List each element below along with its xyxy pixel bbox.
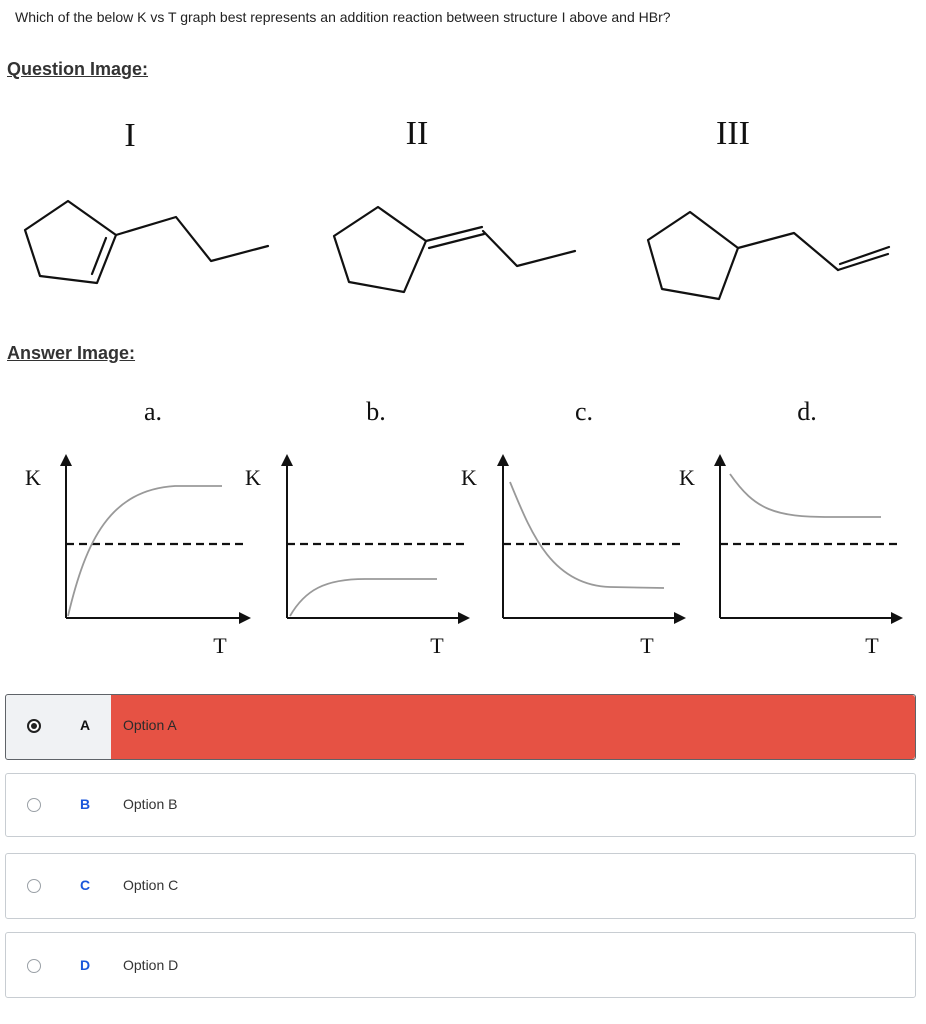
structure-ii	[334, 207, 575, 292]
structure-label-ii: II	[405, 115, 429, 152]
graph-d	[679, 397, 897, 658]
option-d-radio[interactable]	[27, 959, 41, 973]
structure-label-iii: III	[716, 115, 750, 152]
option-b-text: Option B	[123, 796, 178, 812]
graph-b	[245, 397, 464, 658]
graph-c-label: c.	[574, 397, 594, 426]
question-image-label: Question Image:	[7, 59, 149, 79]
graph-a	[25, 397, 245, 658]
graph-d-ylabel: K	[679, 465, 695, 490]
option-b-radio[interactable]	[27, 798, 41, 812]
option-d-letter: D	[80, 957, 91, 973]
option-a-radio[interactable]	[27, 719, 41, 733]
graph-c-ylabel: K	[461, 465, 477, 490]
graph-d-label: d.	[797, 397, 817, 426]
answer-image-label: Answer Image:	[7, 343, 136, 363]
option-d[interactable]	[5, 932, 916, 998]
option-c-text: Option C	[123, 877, 179, 893]
option-a-text: Option A	[123, 717, 177, 733]
option-c-radio[interactable]	[27, 879, 41, 893]
option-a-letter: A	[80, 717, 91, 733]
option-c[interactable]	[5, 853, 916, 919]
question-image	[0, 100, 926, 310]
graph-b-label: b.	[366, 397, 386, 426]
graph-a-ylabel: K	[25, 465, 41, 490]
option-c-letter: C	[80, 877, 91, 893]
answer-image	[0, 390, 926, 670]
option-a[interactable]	[5, 694, 916, 760]
graph-a-label: a.	[143, 397, 163, 426]
structure-i	[25, 201, 268, 283]
structure-iii	[648, 212, 889, 299]
option-d-text: Option D	[123, 957, 179, 973]
structure-label-i: I	[124, 117, 136, 154]
graph-c	[461, 397, 680, 658]
option-b[interactable]	[5, 773, 916, 837]
graph-a-xlabel: T	[213, 633, 227, 658]
option-b-letter: B	[80, 796, 91, 812]
graph-b-ylabel: K	[245, 465, 261, 490]
graph-b-xlabel: T	[430, 633, 444, 658]
option-a-highlight	[111, 695, 915, 759]
graph-c-xlabel: T	[640, 633, 654, 658]
question-text: Which of the below K vs T graph best represents an addition reaction between structure I above and HBr?	[15, 9, 671, 25]
graph-d-xlabel: T	[865, 633, 879, 658]
